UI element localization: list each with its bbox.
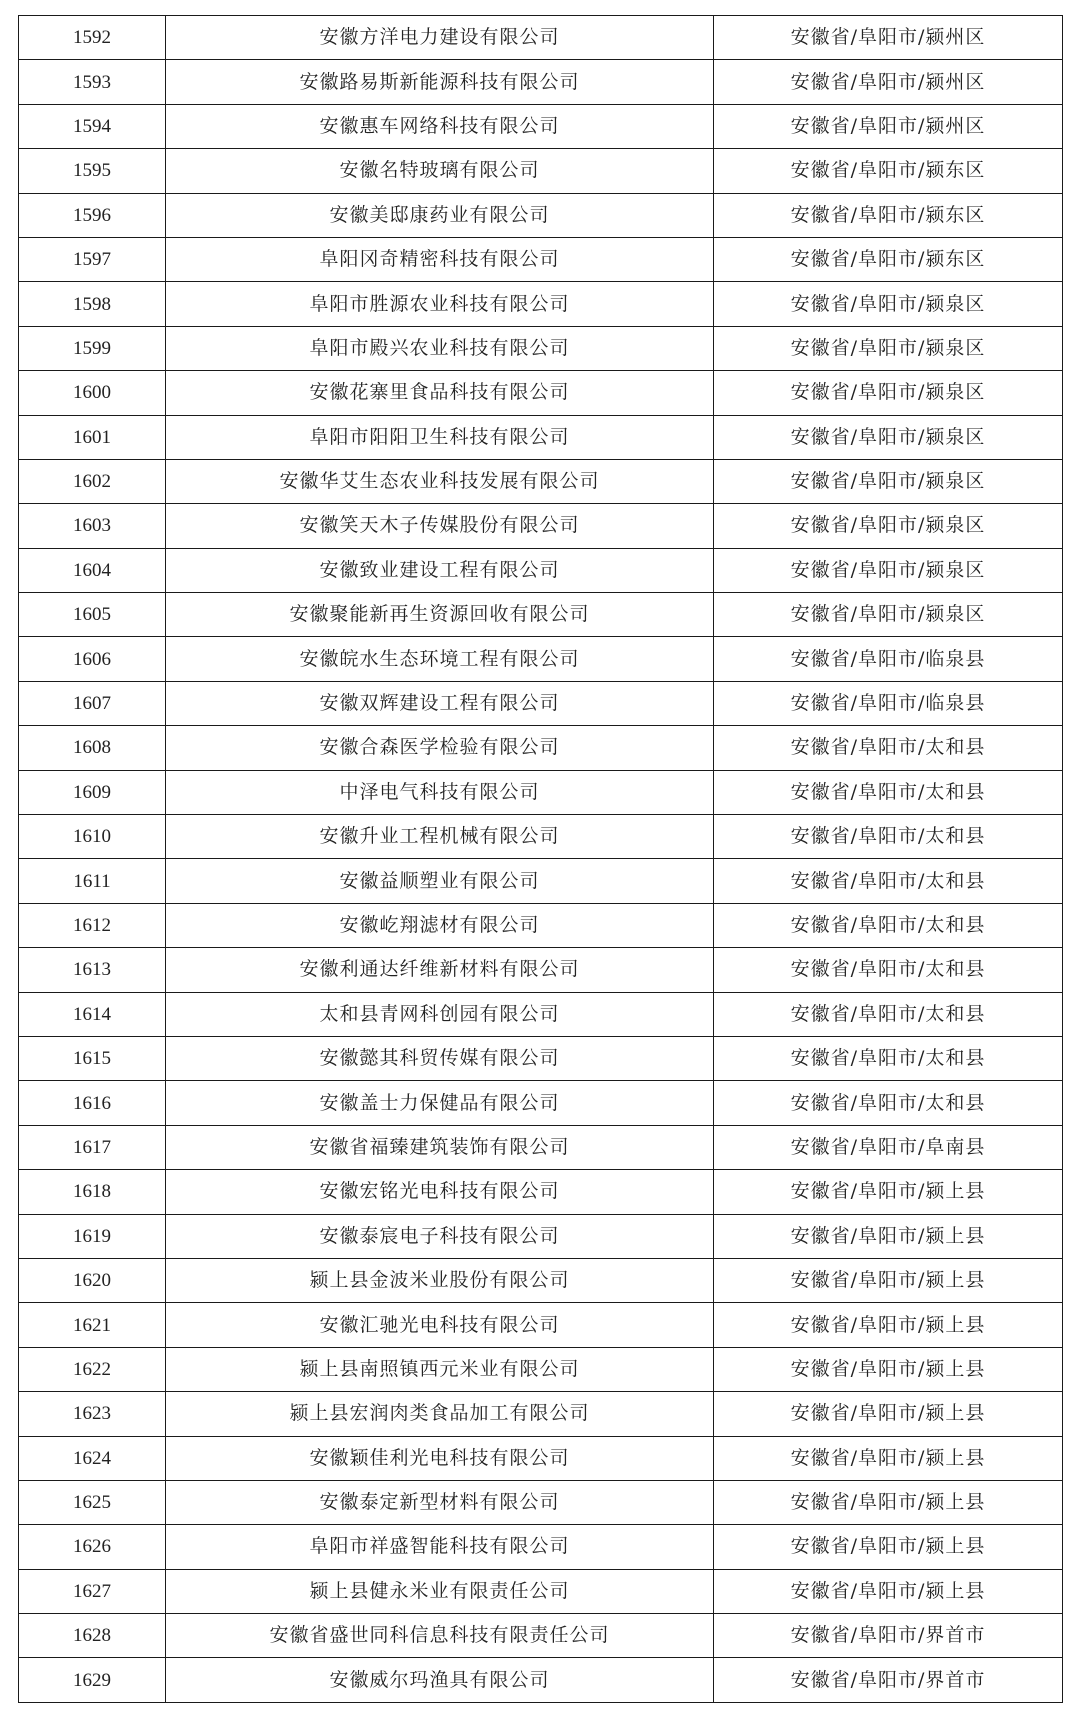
- region-cell: 安徽省/阜阳市/太和县: [714, 948, 1063, 992]
- company-name-cell: 安徽华艾生态农业科技发展有限公司: [166, 459, 714, 503]
- region-cell: 安徽省/阜阳市/颍上县: [714, 1525, 1063, 1569]
- table-row: [19, 1036, 1063, 1080]
- region-cell: 安徽省/阜阳市/阜南县: [714, 1125, 1063, 1169]
- company-name-cell: 安徽花寨里食品科技有限公司: [166, 371, 714, 415]
- company-name-cell: 安徽利通达纤维新材料有限公司: [166, 948, 714, 992]
- table-row: [19, 1436, 1063, 1480]
- row-number-cell: 1602: [19, 459, 166, 503]
- table-row: [19, 149, 1063, 193]
- table-row: [19, 504, 1063, 548]
- table-row: [19, 1525, 1063, 1569]
- company-name-cell: 安徽聚能新再生资源回收有限公司: [166, 593, 714, 637]
- company-name-cell: 安徽屹翔滤材有限公司: [166, 903, 714, 947]
- company-name-cell: 安徽盖士力保健品有限公司: [166, 1081, 714, 1125]
- region-cell: 安徽省/阜阳市/颍东区: [714, 237, 1063, 281]
- company-name-cell: 安徽省盛世同科信息科技有限责任公司: [166, 1614, 714, 1658]
- table-row: [19, 1569, 1063, 1613]
- row-number-cell: 1607: [19, 681, 166, 725]
- row-number-cell: 1594: [19, 104, 166, 148]
- company-name-cell: 安徽致业建设工程有限公司: [166, 548, 714, 592]
- row-number-cell: 1617: [19, 1125, 166, 1169]
- region-cell: 安徽省/阜阳市/颍上县: [714, 1569, 1063, 1613]
- table-row: [19, 282, 1063, 326]
- region-cell: 安徽省/阜阳市/太和县: [714, 815, 1063, 859]
- region-cell: 安徽省/阜阳市/颍上县: [714, 1258, 1063, 1302]
- table-row: [19, 237, 1063, 281]
- company-name-cell: 中泽电气科技有限公司: [166, 770, 714, 814]
- region-cell: 安徽省/阜阳市/临泉县: [714, 637, 1063, 681]
- region-cell: 安徽省/阜阳市/太和县: [714, 1081, 1063, 1125]
- row-number-cell: 1599: [19, 326, 166, 370]
- row-number-cell: 1622: [19, 1347, 166, 1391]
- row-number-cell: 1596: [19, 193, 166, 237]
- table-row: [19, 992, 1063, 1036]
- company-name-cell: 安徽省福臻建筑装饰有限公司: [166, 1125, 714, 1169]
- region-cell: 安徽省/阜阳市/颍上县: [714, 1214, 1063, 1258]
- region-cell: 安徽省/阜阳市/颍泉区: [714, 326, 1063, 370]
- table-row: [19, 593, 1063, 637]
- table-row: [19, 1214, 1063, 1258]
- company-name-cell: 阜阳市阳阳卫生科技有限公司: [166, 415, 714, 459]
- row-number-cell: 1623: [19, 1392, 166, 1436]
- row-number-cell: 1610: [19, 815, 166, 859]
- company-name-cell: 安徽美邸康药业有限公司: [166, 193, 714, 237]
- table-row: [19, 60, 1063, 104]
- table-row: [19, 681, 1063, 725]
- region-cell: 安徽省/阜阳市/颍州区: [714, 16, 1063, 60]
- company-name-cell: 安徽颖佳利光电科技有限公司: [166, 1436, 714, 1480]
- region-cell: 安徽省/阜阳市/颍泉区: [714, 282, 1063, 326]
- table-row: [19, 1303, 1063, 1347]
- company-name-cell: 安徽皖水生态环境工程有限公司: [166, 637, 714, 681]
- company-name-cell: 阜阳市胜源农业科技有限公司: [166, 282, 714, 326]
- table-row: [19, 1347, 1063, 1391]
- row-number-cell: 1600: [19, 371, 166, 415]
- table-row: [19, 1658, 1063, 1702]
- company-name-cell: 安徽宏铭光电科技有限公司: [166, 1170, 714, 1214]
- row-number-cell: 1613: [19, 948, 166, 992]
- company-name-cell: 安徽名特玻璃有限公司: [166, 149, 714, 193]
- row-number-cell: 1614: [19, 992, 166, 1036]
- company-name-cell: 安徽惠车网络科技有限公司: [166, 104, 714, 148]
- region-cell: 安徽省/阜阳市/太和县: [714, 770, 1063, 814]
- row-number-cell: 1606: [19, 637, 166, 681]
- region-cell: 安徽省/阜阳市/界首市: [714, 1658, 1063, 1702]
- region-cell: 安徽省/阜阳市/临泉县: [714, 681, 1063, 725]
- table-row: [19, 726, 1063, 770]
- table-row: [19, 815, 1063, 859]
- row-number-cell: 1626: [19, 1525, 166, 1569]
- table-row: [19, 903, 1063, 947]
- row-number-cell: 1624: [19, 1436, 166, 1480]
- region-cell: 安徽省/阜阳市/颍泉区: [714, 504, 1063, 548]
- row-number-cell: 1608: [19, 726, 166, 770]
- region-cell: 安徽省/阜阳市/太和县: [714, 992, 1063, 1036]
- table-row: [19, 1125, 1063, 1169]
- row-number-cell: 1618: [19, 1170, 166, 1214]
- region-cell: 安徽省/阜阳市/颍泉区: [714, 548, 1063, 592]
- company-name-cell: 阜阳市殿兴农业科技有限公司: [166, 326, 714, 370]
- table-row: [19, 193, 1063, 237]
- row-number-cell: 1603: [19, 504, 166, 548]
- region-cell: 安徽省/阜阳市/太和县: [714, 1036, 1063, 1080]
- company-name-cell: 颍上县金波米业股份有限公司: [166, 1258, 714, 1302]
- row-number-cell: 1611: [19, 859, 166, 903]
- region-cell: 安徽省/阜阳市/太和县: [714, 726, 1063, 770]
- table-row: [19, 1480, 1063, 1524]
- table-row: [19, 948, 1063, 992]
- region-cell: 安徽省/阜阳市/太和县: [714, 859, 1063, 903]
- company-name-cell: 太和县青网科创园有限公司: [166, 992, 714, 1036]
- company-name-cell: 安徽泰宸电子科技有限公司: [166, 1214, 714, 1258]
- table-row: [19, 1081, 1063, 1125]
- company-name-cell: 安徽双辉建设工程有限公司: [166, 681, 714, 725]
- company-name-cell: 阜阳市祥盛智能科技有限公司: [166, 1525, 714, 1569]
- region-cell: 安徽省/阜阳市/界首市: [714, 1614, 1063, 1658]
- row-number-cell: 1620: [19, 1258, 166, 1302]
- region-cell: 安徽省/阜阳市/颍上县: [714, 1436, 1063, 1480]
- table-row: [19, 415, 1063, 459]
- region-cell: 安徽省/阜阳市/颍州区: [714, 104, 1063, 148]
- table-row: [19, 459, 1063, 503]
- company-name-cell: 安徽汇驰光电科技有限公司: [166, 1303, 714, 1347]
- table-row: [19, 16, 1063, 60]
- row-number-cell: 1615: [19, 1036, 166, 1080]
- table-row: [19, 1392, 1063, 1436]
- table-row: [19, 1614, 1063, 1658]
- row-number-cell: 1625: [19, 1480, 166, 1524]
- region-cell: 安徽省/阜阳市/太和县: [714, 903, 1063, 947]
- table-row: [19, 1258, 1063, 1302]
- company-name-cell: 安徽笑天木子传媒股份有限公司: [166, 504, 714, 548]
- region-cell: 安徽省/阜阳市/颍东区: [714, 193, 1063, 237]
- region-cell: 安徽省/阜阳市/颍上县: [714, 1347, 1063, 1391]
- company-name-cell: 安徽合森医学检验有限公司: [166, 726, 714, 770]
- region-cell: 安徽省/阜阳市/颍东区: [714, 149, 1063, 193]
- company-name-cell: 阜阳冈奇精密科技有限公司: [166, 237, 714, 281]
- company-name-cell: 安徽路易斯新能源科技有限公司: [166, 60, 714, 104]
- row-number-cell: 1593: [19, 60, 166, 104]
- region-cell: 安徽省/阜阳市/颍泉区: [714, 371, 1063, 415]
- region-cell: 安徽省/阜阳市/颍上县: [714, 1480, 1063, 1524]
- row-number-cell: 1621: [19, 1303, 166, 1347]
- table-row: [19, 637, 1063, 681]
- company-name-cell: 颍上县健永米业有限责任公司: [166, 1569, 714, 1613]
- region-cell: 安徽省/阜阳市/颍泉区: [714, 415, 1063, 459]
- row-number-cell: 1598: [19, 282, 166, 326]
- region-cell: 安徽省/阜阳市/颍上县: [714, 1170, 1063, 1214]
- table-row: [19, 326, 1063, 370]
- company-name-cell: 安徽泰定新型材料有限公司: [166, 1480, 714, 1524]
- row-number-cell: 1628: [19, 1614, 166, 1658]
- row-number-cell: 1592: [19, 16, 166, 60]
- table-row: [19, 104, 1063, 148]
- row-number-cell: 1629: [19, 1658, 166, 1702]
- company-name-cell: 安徽益顺塑业有限公司: [166, 859, 714, 903]
- row-number-cell: 1601: [19, 415, 166, 459]
- row-number-cell: 1605: [19, 593, 166, 637]
- region-cell: 安徽省/阜阳市/颍上县: [714, 1392, 1063, 1436]
- row-number-cell: 1595: [19, 149, 166, 193]
- region-cell: 安徽省/阜阳市/颍泉区: [714, 593, 1063, 637]
- company-name-cell: 安徽威尔玛渔具有限公司: [166, 1658, 714, 1702]
- company-name-cell: 安徽升业工程机械有限公司: [166, 815, 714, 859]
- region-cell: 安徽省/阜阳市/颍州区: [714, 60, 1063, 104]
- table-row: [19, 770, 1063, 814]
- region-cell: 安徽省/阜阳市/颍泉区: [714, 459, 1063, 503]
- row-number-cell: 1612: [19, 903, 166, 947]
- company-name-cell: 安徽方洋电力建设有限公司: [166, 16, 714, 60]
- row-number-cell: 1616: [19, 1081, 166, 1125]
- company-name-cell: 安徽懿其科贸传媒有限公司: [166, 1036, 714, 1080]
- row-number-cell: 1609: [19, 770, 166, 814]
- company-list-table: [18, 15, 1063, 1703]
- table-row: [19, 548, 1063, 592]
- region-cell: 安徽省/阜阳市/颍上县: [714, 1303, 1063, 1347]
- company-name-cell: 颍上县宏润肉类食品加工有限公司: [166, 1392, 714, 1436]
- row-number-cell: 1627: [19, 1569, 166, 1613]
- row-number-cell: 1597: [19, 237, 166, 281]
- table-row: [19, 371, 1063, 415]
- table-row: [19, 1170, 1063, 1214]
- table-body: [19, 16, 1063, 1703]
- row-number-cell: 1619: [19, 1214, 166, 1258]
- table-row: [19, 859, 1063, 903]
- row-number-cell: 1604: [19, 548, 166, 592]
- company-name-cell: 颍上县南照镇西元米业有限公司: [166, 1347, 714, 1391]
